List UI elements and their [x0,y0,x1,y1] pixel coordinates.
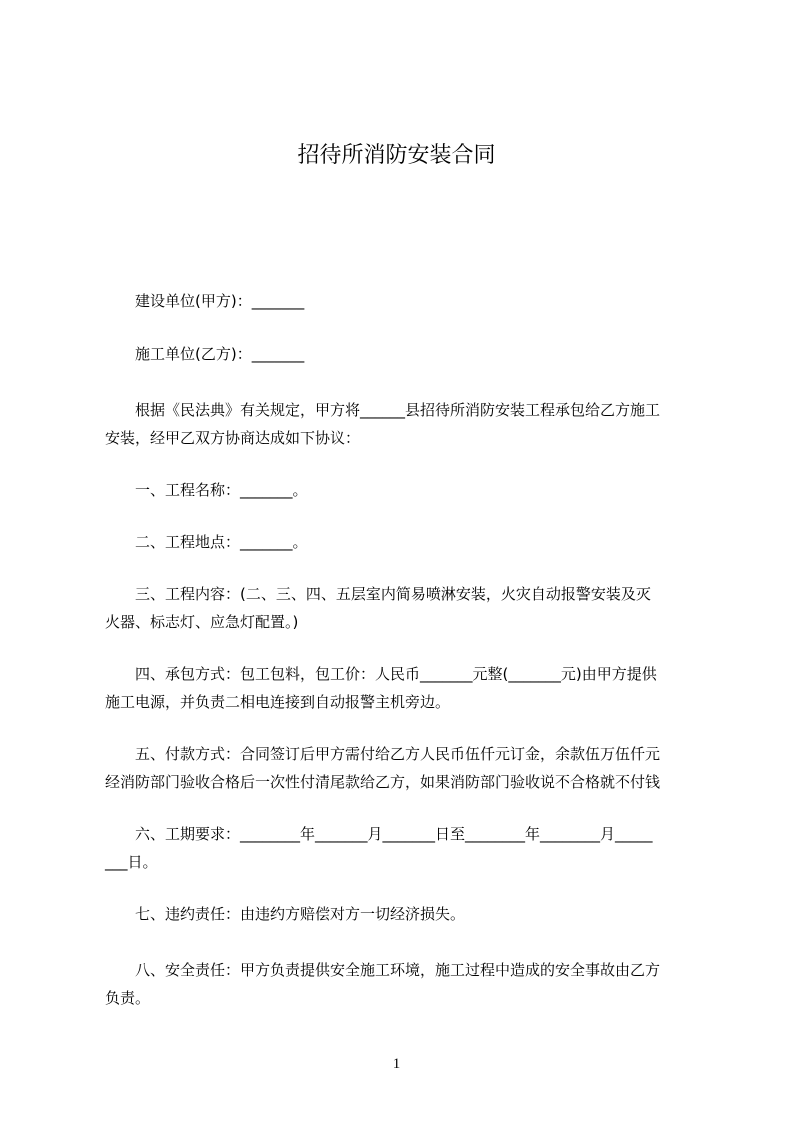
paragraph-line: 四、承包方式：包工包料，包工价：人民币_______元整(_______元)由甲方提供 [105,665,657,683]
paragraph-line: 负责。 [105,989,151,1007]
page-title: 招待所消防安装合同 [297,143,496,168]
clause-4-contract-method [105,660,705,716]
party-b-line [105,340,705,368]
clause-6-schedule [105,820,705,876]
clause-3-project-content [105,580,705,636]
paragraph-line: 二、工程地点：_______。 [105,533,308,551]
clause-1-project-name [105,476,705,504]
paragraph-line: 施工电源，并负责二相电连接到自动报警主机旁边。 [105,693,451,711]
page-number: 1 [392,1056,401,1072]
preamble-paragraph [105,396,705,452]
party-a-line [105,287,705,315]
paragraph-line: 五、付款方式：合同签订后甲方需付给乙方人民币伍仟元订金，余款伍万伍仟元 [105,745,661,763]
paragraph-line: 施工单位(乙方)：_______ [105,345,305,363]
paragraph-line: ___日。 [105,853,158,871]
paragraph-line: 经消防部门验收合格后一次性付清尾款给乙方，如果消防部门验收说不合格就不付钱 [105,773,661,791]
paragraph-line: 火器、标志灯、应急灯配置。) [105,613,299,631]
paragraph-line: 根据《民法典》有关规定，甲方将______县招待所消防安装工程承包给乙方施工 [105,401,661,419]
paragraph-line: 三、工程内容：(二、三、四、五层室内简易喷淋安装，火灾自动报警安装及灭 [105,585,651,603]
paragraph-line: 一、工程名称：_______。 [105,481,308,499]
clause-8-safety-responsibility [105,956,705,1012]
clause-2-project-location [105,528,705,556]
paragraph-line: 八、安全责任：甲方负责提供安全施工环境，施工过程中造成的安全事故由乙方 [105,961,661,979]
paragraph-line: 安装，经甲乙双方协商达成如下协议： [105,429,361,447]
paragraph-line: 六、工期要求：________年_______月_______日至________年________月_____ [105,825,653,843]
clause-5-payment-method [105,740,705,796]
paragraph-line: 七、违约责任：由违约方赔偿对方一切经济损失。 [105,905,466,923]
paragraph-line: 建设单位(甲方)：_______ [105,292,305,310]
clause-7-breach-liability [105,900,705,928]
